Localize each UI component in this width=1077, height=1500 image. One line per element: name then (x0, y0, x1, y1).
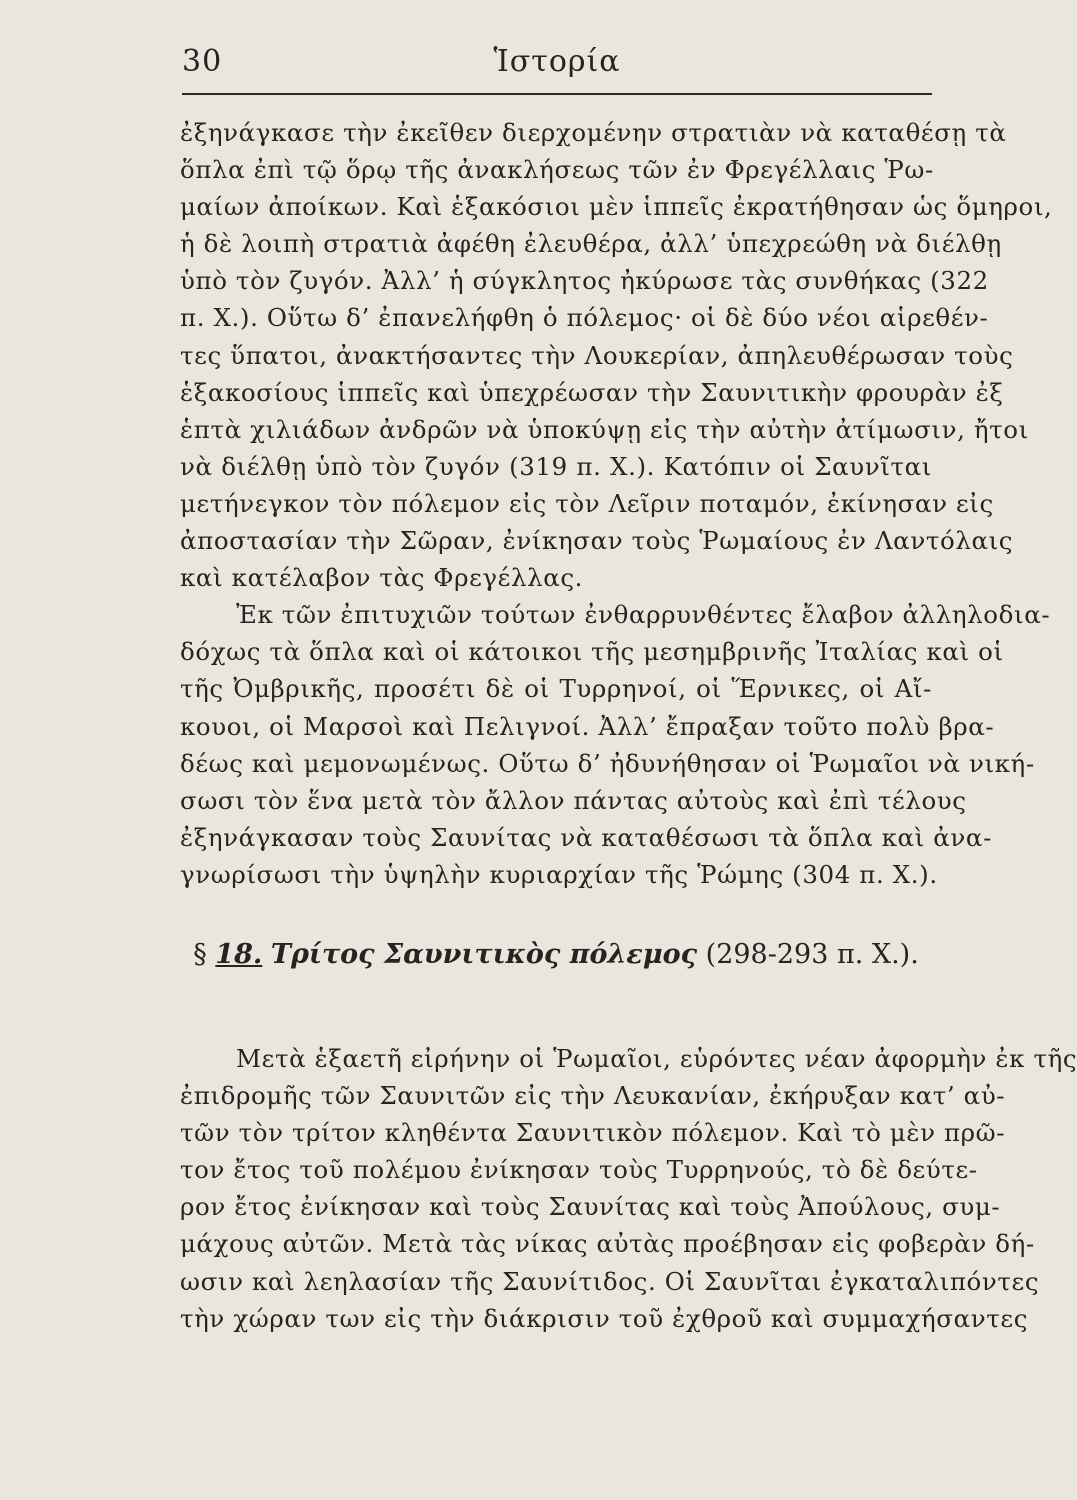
text-line: Ἐκ τῶν ἐπιτυχιῶν τούτων ἐνθαρρυνθέντες ἔλαβον ἀλληλοδια- (236, 600, 1051, 630)
text-line: σωσι τὸν ἕνα μετὰ τὸν ἄλλον πάντας αὐτοὺς καὶ ἐπὶ τέλους (180, 785, 967, 815)
section-number: 18. (215, 939, 263, 970)
text-line: κουοι, οἱ Μαρσοὶ καὶ Πελιγνοί. Ἀλλ’ ἔπραξαν τοῦτο πολὺ βρα- (180, 711, 995, 741)
text-line: τῶν τὸν τρίτον κληθέντα Σαυνιτικὸν πόλεμον. Καὶ τὸ μὲν πρῶ- (180, 1118, 1006, 1148)
text-line: ἑξακοσίους ἱππεῖς καὶ ὑπεχρέωσαν τὴν Σαυνιτικὴν φρουρὰν ἐξ (180, 377, 1004, 407)
text-line: τὴν χώραν των εἰς τὴν διάκρισιν τοῦ ἐχθροῦ καὶ συμμαχήσαντες (180, 1303, 1029, 1333)
text-line: Μετὰ ἑξαετῆ εἰρήνην οἱ Ῥωμαῖοι, εὑρόντες νέαν ἀφορμὴν ἐκ τῆς (236, 1044, 1077, 1073)
text-line: μαίων ἀποίκων. Καὶ ἑξακόσιοι μὲν ἱππεῖς ἐκρατήθησαν ὡς ὅμηροι, (180, 192, 1053, 222)
page-number: 30 (182, 44, 223, 79)
text-line: ὅπλα ἐπὶ τῷ ὅρῳ τῆς ἀνακλήσεως τῶν ἐν Φρεγέλλαις Ῥω- (180, 155, 934, 185)
text-line: δόχως τὰ ὅπλα καὶ οἱ κάτοικοι τῆς μεσημβρινῆς Ἰταλίας καὶ οἱ (180, 637, 1004, 667)
text-line: ἐξηνάγκασε τὴν ἐκεῖθεν διερχομένην στρατιὰν νὰ καταθέσῃ τὰ (180, 118, 1007, 147)
text-line: μάχους αὐτῶν. Μετὰ τὰς νίκας αὐτὰς προέβησαν εἰς φοβερὰν δή- (180, 1229, 1035, 1259)
running-title: Ἱστορία (493, 44, 621, 79)
text-line: ἐξηνάγκασαν τοὺς Σαυνίτας νὰ καταθέσωσι τὰ ὅπλα καὶ ἀνα- (180, 822, 992, 852)
text-line: ωσιν καὶ λεηλασίαν τῆς Σαυνίτιδος. Οἱ Σαυνῖται ἐγκαταλιπόντες (180, 1266, 1040, 1296)
text-line: νὰ διέλθῃ ὑπὸ τὸν ζυγόν (319 π. Χ.). Κατόπιν οἱ Σαυνῖται (180, 451, 932, 481)
text-line: γνωρίσωσι τὴν ὑψηλὴν κυριαρχίαν τῆς Ῥώμης (304 π. Χ.). (180, 859, 938, 889)
paragraph-3 (180, 1040, 1077, 1337)
paragraph-1 (180, 114, 1053, 596)
section-mark: § (193, 939, 207, 970)
text-line: τον ἔτος τοῦ πολέμου ἐνίκησαν τοὺς Τυρρηνούς, τὸ δὲ δεύτε- (180, 1155, 978, 1185)
text-line: δέως καὶ μεμονωμένως. Οὕτω δ’ ἠδυνήθησαν οἱ Ῥωμαῖοι νὰ νική- (180, 748, 1035, 778)
text-line: καὶ κατέλαβον τὰς Φρεγέλλας. (180, 563, 584, 593)
body-text-lower (180, 1040, 1077, 1337)
section-title: Τρίτος Σαυνιτικὸς πόλεμος (270, 939, 698, 970)
text-line: ἑπτὰ χιλιάδων ἀνδρῶν νὰ ὑποκύψῃ εἰς τὴν αὐτὴν ἀτίμωσιν, ἤτοι (180, 414, 1029, 444)
text-line: ὑπὸ τὸν ζυγόν. Ἀλλ’ ἡ σύγκλητος ἠκύρωσε τὰς συνθήκας (322 (180, 266, 989, 296)
header-rule (182, 93, 932, 95)
paragraph-2 (180, 596, 1051, 893)
text-line: ρον ἔτος ἐνίκησαν καὶ τοὺς Σαυνίτας καὶ τοὺς Ἀπούλους, συμ- (180, 1192, 1001, 1222)
text-line: ἐπιδρομῆς τῶν Σαυνιτῶν εἰς τὴν Λευκανίαν, ἐκήρυξαν κατ’ αὐ- (180, 1081, 1006, 1111)
text-line: ἀποστασίαν τὴν Σῶραν, ἐνίκησαν τοὺς Ῥωμαίους ἐν Λαντόλαις (180, 526, 1014, 556)
body-text-upper (180, 114, 1053, 893)
text-line: μετήνεγκον τὸν πόλεμον εἰς τὸν Λεῖριν ποταμόν, ἐκίνησαν εἰς (180, 488, 994, 518)
text-line: τῆς Ὀμβρικῆς, προσέτι δὲ οἱ Τυρρηνοί, οἱ Ἕρνικες, οἱ Αἴ- (180, 674, 932, 704)
section-dates: (298-293 π. Χ.). (705, 939, 919, 970)
page-header (182, 44, 932, 94)
section-heading (180, 930, 932, 980)
text-line: π. Χ.). Οὕτω δ’ ἐπανελήφθη ὁ πόλεμος· οἱ δὲ δύο νέοι αἱρεθέν- (180, 303, 989, 333)
text-line: τες ὕπατοι, ἀνακτήσαντες τὴν Λουκερίαν, ἀπηλευθέρωσαν τοὺς (180, 340, 1014, 370)
text-line: ἡ δὲ λοιπὴ στρατιὰ ἀφέθη ἐλευθέρα, ἀλλ’ ὑπεχρεώθη νὰ διέλθῃ (180, 229, 1002, 259)
